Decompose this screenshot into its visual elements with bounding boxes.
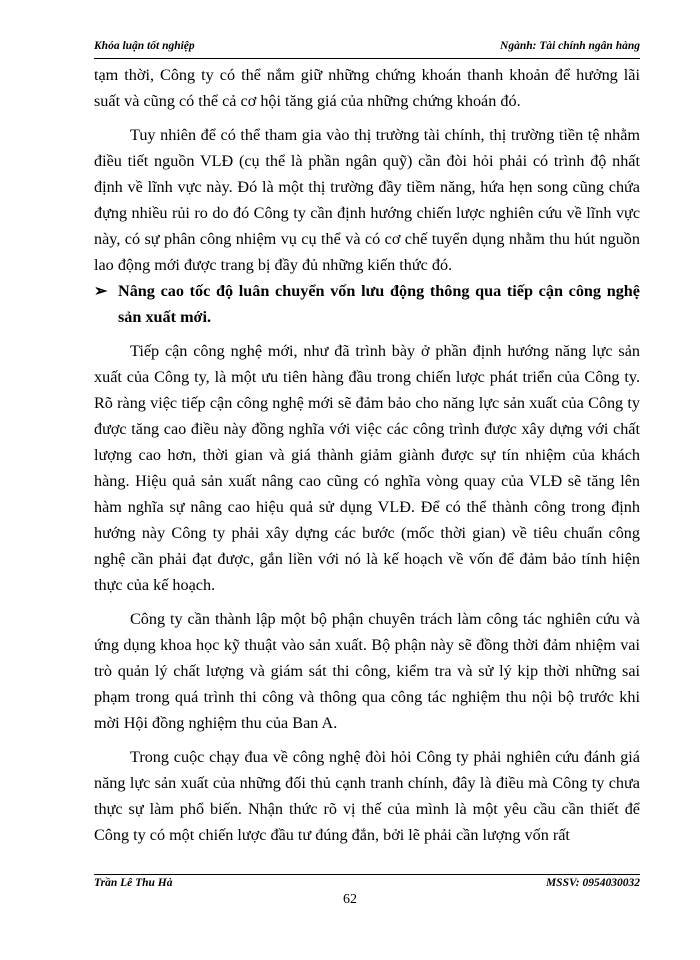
- footer-student-id: MSSV: 0954030032: [545, 877, 640, 889]
- page-number: 62: [343, 892, 357, 907]
- paragraph: Công ty cần thành lập một bộ phận chuyên trách làm công tác nghiên cứu và ứng dụng khoa học kỹ thuật vào sản xuất. Bộ phận này sẽ đồng thời đảm nhiệm vai trò quản lý chất lượng và giám sát thi công, kiểm tra và sử lý kịp thời những sai phạm trong quá trình thi công và thông qua công tác nghiệm thu nội bộ trước khi mời Hội đồng nghiệm thu của Ban A.: [94, 610, 640, 732]
- paragraph: Tuy nhiên để có thể tham gia vào thị trường tài chính, thị trường tiền tệ nhằm điều tiết nguồn VLĐ (cụ thể là phần ngân quỹ) cần đòi hỏi phải có trình độ nhất định về lĩnh vực này. Đó là một thị trường đầy tiềm năng, hứa hẹn song cũng chứa đựng nhiều rủi ro do đó Công ty cần định hướng chiến lược nghiên cứu về lĩnh vực này, có sự phân công nhiệm vụ cụ thể và có cơ chế tuyển dụng nhằm thu hút nguồn lao động mới được trang bị đầy đủ những kiến thức đó.: [94, 126, 640, 274]
- paragraph: Trong cuộc chạy đua về công nghệ đòi hỏi Công ty phải nghiên cứu đánh giá năng lực sản xuất của những đối thủ cạnh tranh chính, đây là điều mà Công ty chưa thực sự làm phổ biến. Nhận thức rõ vị thế của mình là một yêu cầu cần thiết để Công ty có một chiến lược đầu tư đúng đắn, bởi lẽ phải cần lượng vốn rất: [94, 748, 640, 844]
- paragraph: Tiếp cận công nghệ mới, như đã trình bày ở phần định hướng năng lực sản xuất của Công ty, là một ưu tiên hàng đầu trong chiến lược phát triển của Công ty. Rõ ràng việc tiếp cận công nghệ mới sẽ đảm bảo cho năng lực sản xuất của Công ty được tăng cao điều này đồng nghĩa với việc các công trình được xây dựng với chất lượng cao hơn, thời gian và giá thành giảm giành được sự tín nhiệm của khách hàng. Hiệu quả sản xuất nâng cao cũng có nghĩa vòng quay của VLĐ sẽ tăng lên hàm nghĩa sự nâng cao hiệu quả sử dụng VLĐ. Để có thể thành công trong định hướng này Công ty phải xây dựng các bước (mốc thời gian) về tiêu chuẩn công nghệ cần phải đạt được, gắn liền với nó là kế hoạch về vốn để đảm bảo tính hiện thực của kế hoạch.: [94, 342, 640, 594]
- section-heading: [94, 278, 640, 330]
- header-major: Ngành: Tài chính ngân hàng: [500, 40, 640, 52]
- section-heading-text: Nâng cao tốc độ luân chuyển vốn lưu động thông qua tiếp cận công nghệ sản xuất mới.: [118, 282, 640, 326]
- header-thesis-title: Khóa luận tốt nghiệp: [94, 40, 195, 52]
- footer-author: Trần Lê Thu Hà: [94, 877, 173, 889]
- page-footer: [94, 874, 640, 893]
- document-body: [94, 62, 640, 848]
- arrow-bullet-icon: ➢: [94, 282, 108, 300]
- page-header: [94, 40, 640, 59]
- paragraph: tạm thời, Công ty có thể nắm giữ những chứng khoán thanh khoản để hưởng lãi suất và cũng có thể cả cơ hội tăng giá của những chứng khoán đó.: [94, 66, 640, 110]
